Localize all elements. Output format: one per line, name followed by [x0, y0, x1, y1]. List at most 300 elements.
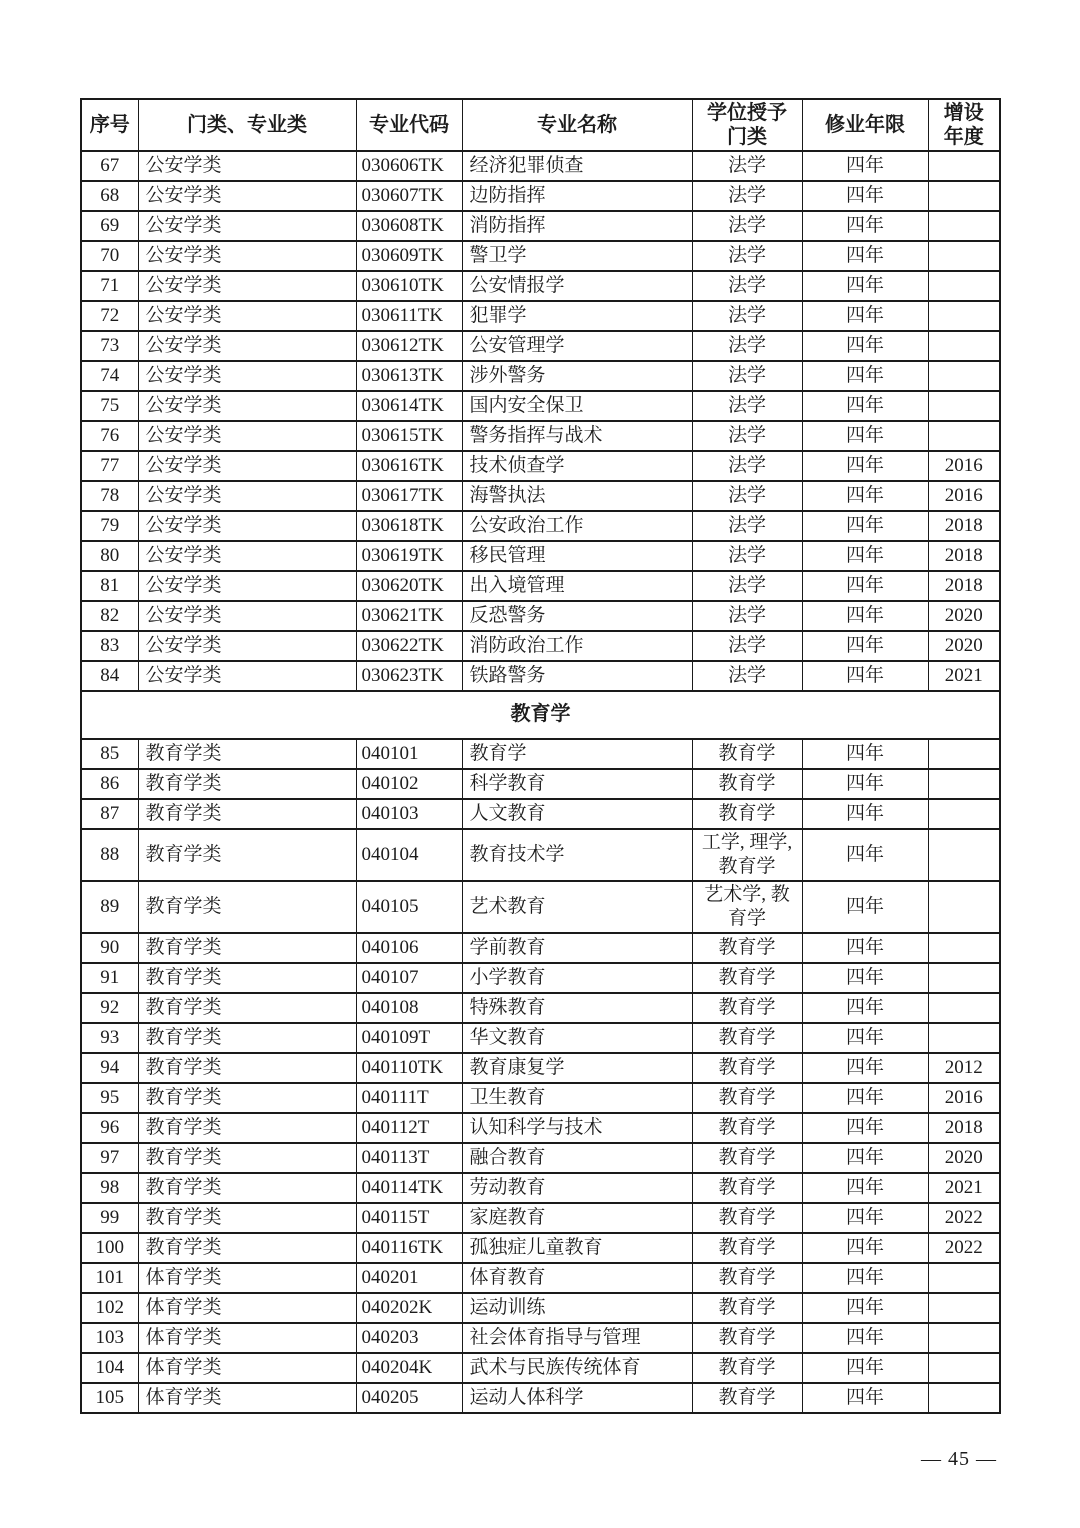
- cell-serial: 83: [81, 631, 138, 661]
- cell-code: 030621TK: [356, 601, 462, 631]
- majors-table: [80, 98, 1001, 1414]
- cell-name: 运动训练: [462, 1293, 692, 1323]
- cell-years: 四年: [802, 933, 928, 963]
- cell-code: 040205: [356, 1383, 462, 1413]
- cell-code: 040201: [356, 1263, 462, 1293]
- cell-year-added: [928, 1353, 1000, 1383]
- section-divider-row: [81, 691, 1000, 739]
- cell-name: 教育学: [462, 739, 692, 769]
- cell-name: 国内安全保卫: [462, 391, 692, 421]
- table-row: [81, 769, 1000, 799]
- cell-degree: 法学: [692, 271, 802, 301]
- table-row: [81, 361, 1000, 391]
- cell-name: 融合教育: [462, 1143, 692, 1173]
- table-row: [81, 1263, 1000, 1293]
- cell-code: 040108: [356, 993, 462, 1023]
- cell-code: 030622TK: [356, 631, 462, 661]
- cell-serial: 79: [81, 511, 138, 541]
- table-row: [81, 739, 1000, 769]
- cell-serial: 103: [81, 1323, 138, 1353]
- cell-name: 公安管理学: [462, 331, 692, 361]
- cell-name: 公安情报学: [462, 271, 692, 301]
- cell-code: 040101: [356, 739, 462, 769]
- cell-degree: 艺术学, 教育学: [692, 881, 802, 933]
- table-row: [81, 993, 1000, 1023]
- cell-degree: 教育学: [692, 1263, 802, 1293]
- cell-years: 四年: [802, 1233, 928, 1263]
- cell-degree: 教育学: [692, 1233, 802, 1263]
- cell-code: 040204K: [356, 1353, 462, 1383]
- cell-year-added: [928, 1023, 1000, 1053]
- table-row: [81, 661, 1000, 691]
- cell-year-added: 2016: [928, 481, 1000, 511]
- table-row: [81, 211, 1000, 241]
- cell-year-added: [928, 301, 1000, 331]
- cell-degree: 工学, 理学, 教育学: [692, 829, 802, 881]
- cell-serial: 77: [81, 451, 138, 481]
- cell-name: 犯罪学: [462, 301, 692, 331]
- cell-degree: 法学: [692, 601, 802, 631]
- cell-years: 四年: [802, 151, 928, 181]
- table-header-row: [81, 99, 1000, 151]
- cell-year-added: [928, 331, 1000, 361]
- table-row: [81, 1383, 1000, 1413]
- cell-serial: 70: [81, 241, 138, 271]
- cell-years: 四年: [802, 451, 928, 481]
- cell-degree: 法学: [692, 631, 802, 661]
- cell-years: 四年: [802, 211, 928, 241]
- cell-serial: 85: [81, 739, 138, 769]
- cell-year-added: [928, 1263, 1000, 1293]
- cell-category: 教育学类: [138, 881, 356, 933]
- cell-name: 消防指挥: [462, 211, 692, 241]
- cell-code: 040103: [356, 799, 462, 829]
- cell-code: 030611TK: [356, 301, 462, 331]
- cell-degree: 教育学: [692, 739, 802, 769]
- cell-serial: 99: [81, 1203, 138, 1233]
- cell-category: 公安学类: [138, 541, 356, 571]
- table-row: [81, 571, 1000, 601]
- cell-category: 公安学类: [138, 301, 356, 331]
- cell-serial: 94: [81, 1053, 138, 1083]
- table-row: [81, 241, 1000, 271]
- cell-code: 040107: [356, 963, 462, 993]
- cell-name: 小学教育: [462, 963, 692, 993]
- cell-category: 教育学类: [138, 1023, 356, 1053]
- cell-year-added: [928, 1323, 1000, 1353]
- cell-years: 四年: [802, 881, 928, 933]
- cell-years: 四年: [802, 241, 928, 271]
- cell-name: 教育康复学: [462, 1053, 692, 1083]
- cell-year-added: 2016: [928, 451, 1000, 481]
- cell-years: 四年: [802, 1353, 928, 1383]
- cell-code: 040104: [356, 829, 462, 881]
- cell-degree: 教育学: [692, 933, 802, 963]
- cell-degree: 教育学: [692, 1143, 802, 1173]
- cell-years: 四年: [802, 799, 928, 829]
- cell-degree: 法学: [692, 241, 802, 271]
- cell-years: 四年: [802, 1263, 928, 1293]
- cell-serial: 92: [81, 993, 138, 1023]
- table-row: [81, 933, 1000, 963]
- cell-serial: 95: [81, 1083, 138, 1113]
- cell-degree: 教育学: [692, 1323, 802, 1353]
- cell-serial: 71: [81, 271, 138, 301]
- cell-category: 体育学类: [138, 1383, 356, 1413]
- cell-year-added: 2020: [928, 601, 1000, 631]
- cell-serial: 72: [81, 301, 138, 331]
- table-row: [81, 1053, 1000, 1083]
- cell-years: 四年: [802, 1113, 928, 1143]
- cell-serial: 88: [81, 829, 138, 881]
- cell-category: 教育学类: [138, 799, 356, 829]
- cell-code: 030616TK: [356, 451, 462, 481]
- cell-name: 华文教育: [462, 1023, 692, 1053]
- cell-years: 四年: [802, 1143, 928, 1173]
- cell-category: 教育学类: [138, 1173, 356, 1203]
- cell-name: 警务指挥与战术: [462, 421, 692, 451]
- cell-category: 公安学类: [138, 511, 356, 541]
- cell-years: 四年: [802, 571, 928, 601]
- cell-year-added: [928, 933, 1000, 963]
- cell-degree: 法学: [692, 331, 802, 361]
- cell-code: 030612TK: [356, 331, 462, 361]
- cell-name: 公安政治工作: [462, 511, 692, 541]
- cell-years: 四年: [802, 1173, 928, 1203]
- cell-serial: 97: [81, 1143, 138, 1173]
- cell-degree: 法学: [692, 661, 802, 691]
- cell-code: 030615TK: [356, 421, 462, 451]
- cell-name: 反恐警务: [462, 601, 692, 631]
- cell-name: 涉外警务: [462, 361, 692, 391]
- table-row: [81, 1323, 1000, 1353]
- cell-name: 体育教育: [462, 1263, 692, 1293]
- cell-year-added: 2018: [928, 541, 1000, 571]
- col-header-years: 修业年限: [802, 99, 928, 151]
- cell-category: 教育学类: [138, 1143, 356, 1173]
- cell-years: 四年: [802, 361, 928, 391]
- table-row: [81, 1173, 1000, 1203]
- col-header-serial: 序号: [81, 99, 138, 151]
- cell-year-added: 2022: [928, 1233, 1000, 1263]
- cell-year-added: 2022: [928, 1203, 1000, 1233]
- cell-name: 卫生教育: [462, 1083, 692, 1113]
- cell-category: 公安学类: [138, 361, 356, 391]
- cell-code: 030617TK: [356, 481, 462, 511]
- cell-category: 公安学类: [138, 631, 356, 661]
- cell-serial: 91: [81, 963, 138, 993]
- cell-category: 公安学类: [138, 421, 356, 451]
- cell-name: 警卫学: [462, 241, 692, 271]
- cell-category: 教育学类: [138, 769, 356, 799]
- cell-name: 科学教育: [462, 769, 692, 799]
- cell-code: 040203: [356, 1323, 462, 1353]
- cell-degree: 法学: [692, 301, 802, 331]
- cell-name: 孤独症儿童教育: [462, 1233, 692, 1263]
- page-number: — 45 —: [921, 1448, 997, 1470]
- cell-degree: 教育学: [692, 1353, 802, 1383]
- cell-year-added: 2020: [928, 631, 1000, 661]
- cell-year-added: [928, 391, 1000, 421]
- cell-code: 030619TK: [356, 541, 462, 571]
- cell-category: 教育学类: [138, 739, 356, 769]
- table-row: [81, 511, 1000, 541]
- cell-code: 040112T: [356, 1113, 462, 1143]
- cell-years: 四年: [802, 963, 928, 993]
- cell-degree: 教育学: [692, 1053, 802, 1083]
- cell-category: 公安学类: [138, 571, 356, 601]
- cell-serial: 82: [81, 601, 138, 631]
- cell-category: 公安学类: [138, 331, 356, 361]
- col-header-degree: 学位授予门类: [692, 99, 802, 151]
- cell-code: 040113T: [356, 1143, 462, 1173]
- cell-year-added: [928, 739, 1000, 769]
- cell-code: 030623TK: [356, 661, 462, 691]
- cell-degree: 教育学: [692, 769, 802, 799]
- col-header-year-added: 增设年度: [928, 99, 1000, 151]
- cell-serial: 86: [81, 769, 138, 799]
- cell-year-added: [928, 271, 1000, 301]
- cell-category: 体育学类: [138, 1353, 356, 1383]
- cell-serial: 81: [81, 571, 138, 601]
- cell-years: 四年: [802, 481, 928, 511]
- cell-code: 030610TK: [356, 271, 462, 301]
- table-row: [81, 301, 1000, 331]
- cell-code: 030607TK: [356, 181, 462, 211]
- cell-category: 体育学类: [138, 1263, 356, 1293]
- cell-category: 教育学类: [138, 1083, 356, 1113]
- cell-degree: 法学: [692, 391, 802, 421]
- cell-years: 四年: [802, 601, 928, 631]
- cell-category: 体育学类: [138, 1323, 356, 1353]
- col-header-category: 门类、专业类: [138, 99, 356, 151]
- cell-name: 家庭教育: [462, 1203, 692, 1233]
- cell-years: 四年: [802, 421, 928, 451]
- cell-serial: 75: [81, 391, 138, 421]
- cell-category: 公安学类: [138, 181, 356, 211]
- table-row: [81, 181, 1000, 211]
- cell-year-added: [928, 361, 1000, 391]
- cell-year-added: 2016: [928, 1083, 1000, 1113]
- cell-name: 边防指挥: [462, 181, 692, 211]
- cell-name: 移民管理: [462, 541, 692, 571]
- cell-degree: 法学: [692, 181, 802, 211]
- cell-name: 海警执法: [462, 481, 692, 511]
- cell-degree: 教育学: [692, 799, 802, 829]
- cell-name: 劳动教育: [462, 1173, 692, 1203]
- cell-code: 030608TK: [356, 211, 462, 241]
- table-row: [81, 391, 1000, 421]
- table-row: [81, 881, 1000, 933]
- cell-years: 四年: [802, 1083, 928, 1113]
- cell-degree: 教育学: [692, 1023, 802, 1053]
- cell-degree: 教育学: [692, 963, 802, 993]
- cell-degree: 教育学: [692, 1383, 802, 1413]
- cell-year-added: 2021: [928, 661, 1000, 691]
- cell-category: 公安学类: [138, 451, 356, 481]
- cell-name: 认知科学与技术: [462, 1113, 692, 1143]
- cell-years: 四年: [802, 1053, 928, 1083]
- cell-year-added: [928, 1383, 1000, 1413]
- cell-code: 040114TK: [356, 1173, 462, 1203]
- table-row: [81, 799, 1000, 829]
- cell-category: 教育学类: [138, 933, 356, 963]
- cell-name: 社会体育指导与管理: [462, 1323, 692, 1353]
- cell-degree: 法学: [692, 211, 802, 241]
- cell-code: 040115T: [356, 1203, 462, 1233]
- cell-serial: 68: [81, 181, 138, 211]
- cell-degree: 法学: [692, 481, 802, 511]
- cell-serial: 87: [81, 799, 138, 829]
- cell-code: 030620TK: [356, 571, 462, 601]
- cell-name: 技术侦查学: [462, 451, 692, 481]
- cell-serial: 80: [81, 541, 138, 571]
- cell-serial: 100: [81, 1233, 138, 1263]
- cell-serial: 67: [81, 151, 138, 181]
- cell-degree: 法学: [692, 541, 802, 571]
- cell-years: 四年: [802, 1293, 928, 1323]
- cell-category: 体育学类: [138, 1293, 356, 1323]
- cell-years: 四年: [802, 1203, 928, 1233]
- table-body: [81, 151, 1000, 1413]
- cell-years: 四年: [802, 631, 928, 661]
- section-divider-label: 教育学: [81, 691, 1000, 739]
- table-row: [81, 421, 1000, 451]
- cell-years: 四年: [802, 1023, 928, 1053]
- cell-code: 030613TK: [356, 361, 462, 391]
- cell-category: 公安学类: [138, 481, 356, 511]
- table-row: [81, 1083, 1000, 1113]
- cell-code: 030618TK: [356, 511, 462, 541]
- cell-degree: 教育学: [692, 1083, 802, 1113]
- cell-degree: 教育学: [692, 1113, 802, 1143]
- cell-years: 四年: [802, 739, 928, 769]
- cell-serial: 78: [81, 481, 138, 511]
- cell-category: 公安学类: [138, 271, 356, 301]
- cell-code: 040105: [356, 881, 462, 933]
- cell-code: 030606TK: [356, 151, 462, 181]
- cell-serial: 90: [81, 933, 138, 963]
- cell-year-added: [928, 151, 1000, 181]
- cell-category: 公安学类: [138, 241, 356, 271]
- table-row: [81, 1023, 1000, 1053]
- cell-years: 四年: [802, 829, 928, 881]
- cell-serial: 102: [81, 1293, 138, 1323]
- cell-code: 030614TK: [356, 391, 462, 421]
- cell-serial: 104: [81, 1353, 138, 1383]
- cell-code: 040110TK: [356, 1053, 462, 1083]
- cell-years: 四年: [802, 1383, 928, 1413]
- cell-year-added: 2012: [928, 1053, 1000, 1083]
- cell-name: 运动人体科学: [462, 1383, 692, 1413]
- cell-years: 四年: [802, 511, 928, 541]
- cell-year-added: 2018: [928, 571, 1000, 601]
- cell-year-added: [928, 241, 1000, 271]
- cell-code: 030609TK: [356, 241, 462, 271]
- cell-code: 040106: [356, 933, 462, 963]
- cell-category: 公安学类: [138, 601, 356, 631]
- cell-name: 消防政治工作: [462, 631, 692, 661]
- cell-years: 四年: [802, 661, 928, 691]
- cell-category: 教育学类: [138, 1203, 356, 1233]
- cell-category: 教育学类: [138, 1113, 356, 1143]
- cell-year-added: 2018: [928, 1113, 1000, 1143]
- cell-serial: 76: [81, 421, 138, 451]
- cell-years: 四年: [802, 1323, 928, 1353]
- cell-serial: 73: [81, 331, 138, 361]
- cell-name: 铁路警务: [462, 661, 692, 691]
- cell-year-added: [928, 881, 1000, 933]
- cell-name: 出入境管理: [462, 571, 692, 601]
- cell-year-added: 2018: [928, 511, 1000, 541]
- cell-degree: 法学: [692, 421, 802, 451]
- table-row: [81, 1143, 1000, 1173]
- cell-category: 教育学类: [138, 963, 356, 993]
- table-row: [81, 1113, 1000, 1143]
- cell-serial: 69: [81, 211, 138, 241]
- cell-year-added: [928, 769, 1000, 799]
- cell-category: 公安学类: [138, 211, 356, 241]
- cell-serial: 74: [81, 361, 138, 391]
- cell-years: 四年: [802, 769, 928, 799]
- table-row: [81, 331, 1000, 361]
- col-header-code: 专业代码: [356, 99, 462, 151]
- cell-degree: 法学: [692, 361, 802, 391]
- cell-category: 教育学类: [138, 993, 356, 1023]
- cell-serial: 101: [81, 1263, 138, 1293]
- table-row: [81, 631, 1000, 661]
- cell-degree: 教育学: [692, 1203, 802, 1233]
- cell-year-added: 2021: [928, 1173, 1000, 1203]
- cell-degree: 法学: [692, 451, 802, 481]
- cell-code: 040111T: [356, 1083, 462, 1113]
- cell-name: 艺术教育: [462, 881, 692, 933]
- table-row: [81, 963, 1000, 993]
- col-header-name: 专业名称: [462, 99, 692, 151]
- cell-serial: 105: [81, 1383, 138, 1413]
- table-row: [81, 451, 1000, 481]
- cell-name: 武术与民族传统体育: [462, 1353, 692, 1383]
- cell-category: 教育学类: [138, 829, 356, 881]
- cell-year-added: [928, 1293, 1000, 1323]
- cell-category: 公安学类: [138, 661, 356, 691]
- cell-serial: 96: [81, 1113, 138, 1143]
- cell-serial: 93: [81, 1023, 138, 1053]
- cell-serial: 98: [81, 1173, 138, 1203]
- cell-years: 四年: [802, 271, 928, 301]
- cell-name: 教育技术学: [462, 829, 692, 881]
- cell-code: 040109T: [356, 1023, 462, 1053]
- cell-year-added: [928, 181, 1000, 211]
- cell-years: 四年: [802, 541, 928, 571]
- cell-degree: 教育学: [692, 1173, 802, 1203]
- cell-year-added: 2020: [928, 1143, 1000, 1173]
- cell-category: 教育学类: [138, 1233, 356, 1263]
- table-row: [81, 271, 1000, 301]
- table-row: [81, 1353, 1000, 1383]
- cell-degree: 法学: [692, 151, 802, 181]
- cell-name: 学前教育: [462, 933, 692, 963]
- cell-degree: 法学: [692, 571, 802, 601]
- cell-year-added: [928, 211, 1000, 241]
- table-row: [81, 481, 1000, 511]
- cell-year-added: [928, 421, 1000, 451]
- cell-code: 040116TK: [356, 1233, 462, 1263]
- cell-serial: 89: [81, 881, 138, 933]
- cell-category: 公安学类: [138, 151, 356, 181]
- table-row: [81, 151, 1000, 181]
- cell-years: 四年: [802, 181, 928, 211]
